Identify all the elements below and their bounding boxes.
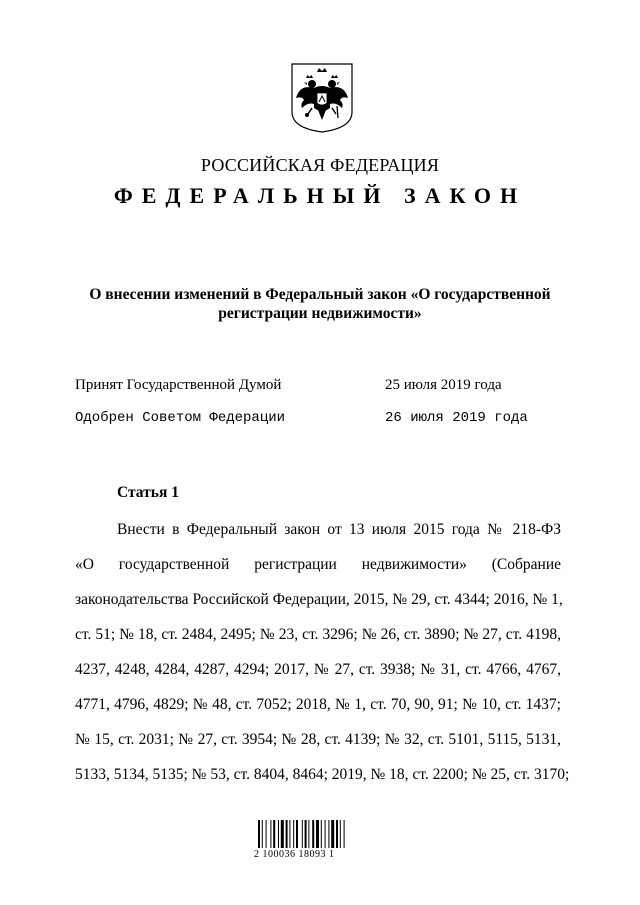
article-text-line: № 15, ст. 2031; № 27, ст. 3954; № 28, ст. 4139; № 32, ст. 5101, 5115, 5131, — [75, 731, 561, 748]
republic-name: РОССИЙСКАЯ ФЕДЕРАЦИЯ — [200, 155, 440, 175]
council-label: Одобрен Советом Федерации — [75, 410, 286, 426]
duma-date: 25 июля 2019 года — [385, 377, 502, 393]
council-date: 26 июля 2019 года — [385, 410, 528, 426]
law-type: ФЕДЕРАЛЬНЫЙ ЗАКОН — [113, 183, 527, 208]
law-title-line: О внесении изменений в Федеральный закон «О государственной — [89, 286, 551, 303]
article-text-line: ст. 51; № 18, ст. 2484, 2495; № 23, ст. 3296; № 26, ст. 3890; № 27, ст. 4198, — [75, 626, 561, 643]
law-title — [60, 285, 580, 323]
barcode-digits: 2 100036 18093 1 — [254, 849, 335, 860]
coat-of-arms-icon — [290, 62, 354, 134]
barcode-icon — [258, 820, 370, 848]
article-heading: Статья 1 — [117, 484, 179, 501]
adoption-council — [75, 410, 575, 432]
law-title-line: регистрации недвижимости» — [218, 305, 422, 322]
article-text-line: Внести в Федеральный закон от 13 июля 2015 года № 218-ФЗ — [117, 521, 561, 538]
adoption-duma — [75, 377, 575, 399]
article-text-line: 5133, 5134, 5135; № 53, ст. 8404, 8464; 2019, № 18, ст. 2200; № 25, ст. 3170; — [75, 766, 570, 783]
article-text-line: 4237, 4248, 4284, 4287, 4294; 2017, № 27, ст. 3938; № 31, ст. 4766, 4767, — [75, 661, 561, 678]
article-text-line: 4771, 4796, 4829; № 48, ст. 7052; 2018, № 1, ст. 70, 90, 91; № 10, ст. 1437; — [75, 696, 561, 713]
article-text-line: «О государственной регистрации недвижимости» (Собрание — [75, 556, 561, 573]
duma-label: Принят Государственной Думой — [75, 377, 282, 393]
article-text-line: законодательства Российской Федерации, 2015, № 29, ст. 4344; 2016, № 1, — [75, 591, 563, 608]
